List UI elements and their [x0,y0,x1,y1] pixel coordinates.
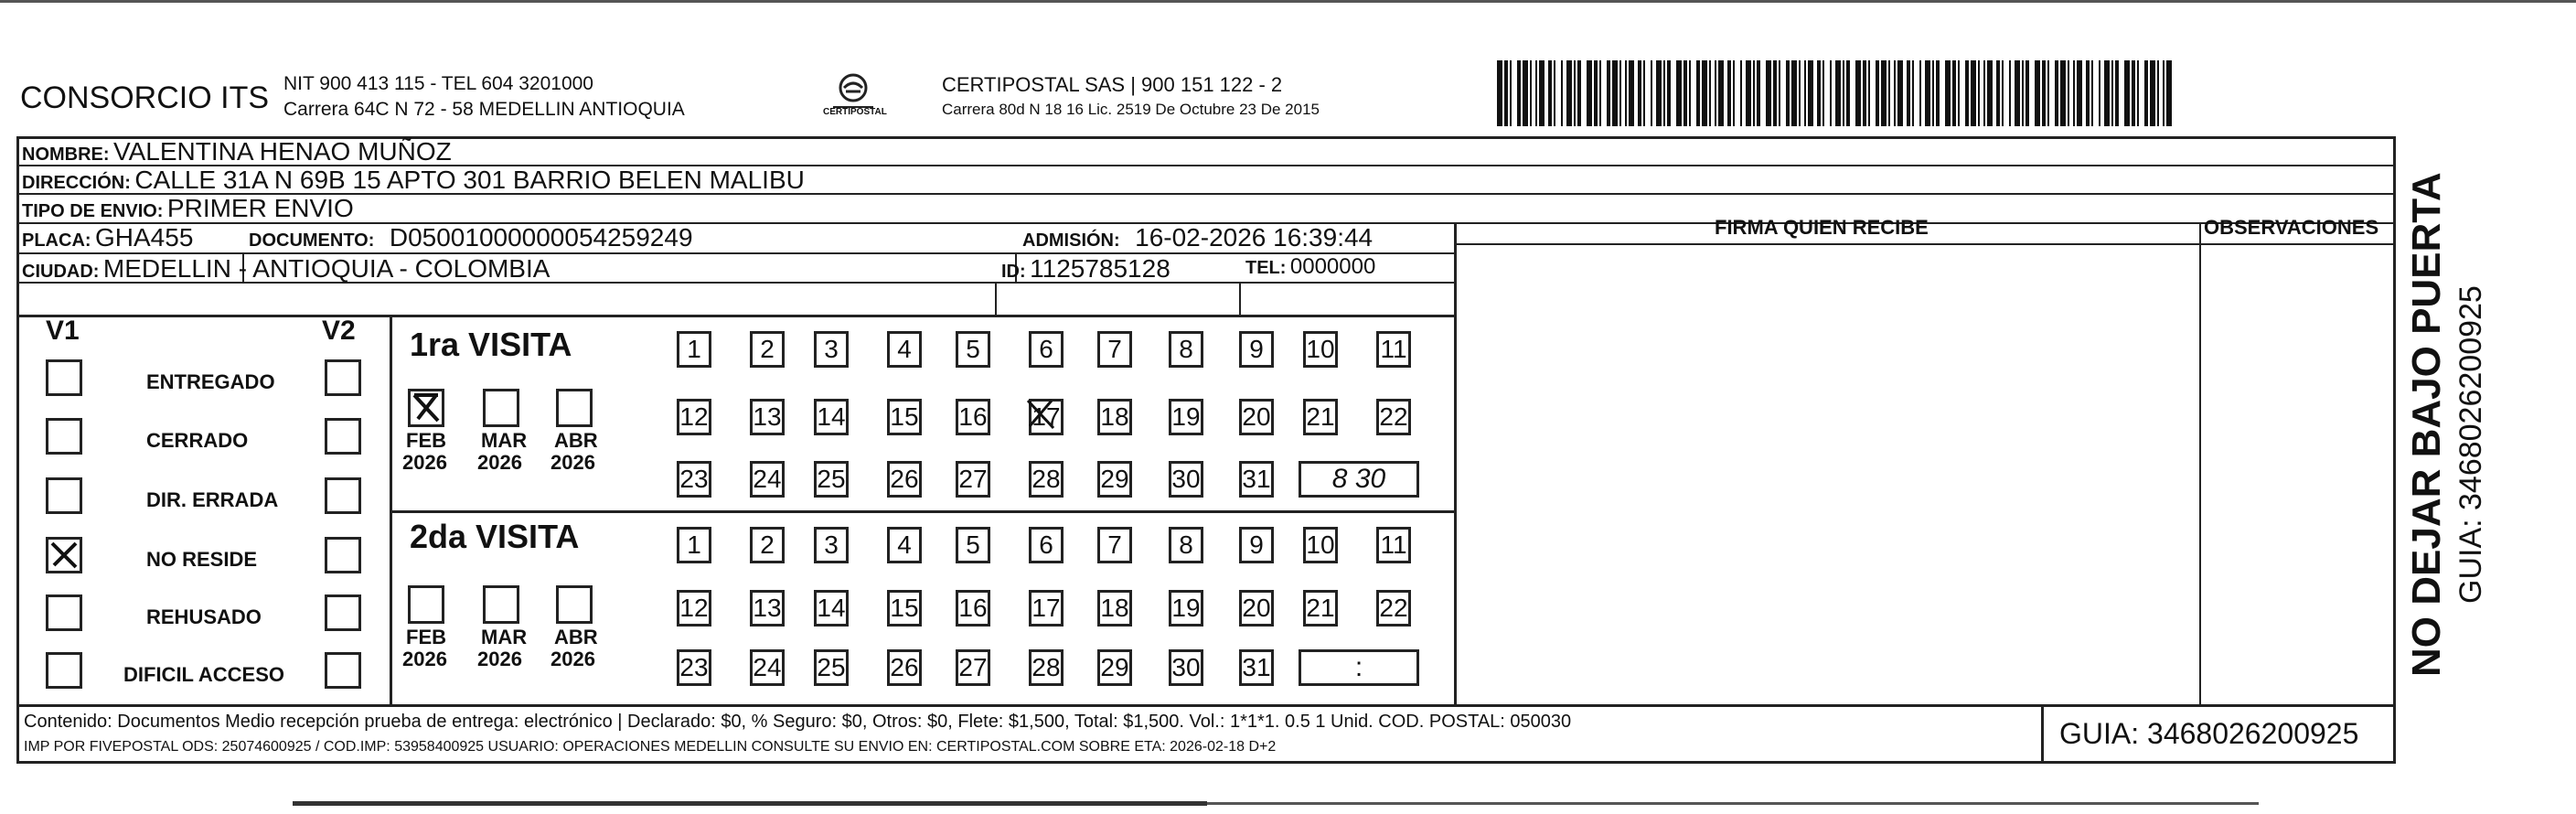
tel-field [1245,254,1375,280]
month-checkbox-mar[interactable] [483,585,519,624]
reason-label-6: DIFICIL ACCESO [123,663,285,686]
barcode-bar [1709,60,1711,126]
footer-content: Contenido: Documentos Medio recepción prueba de entrega: electrónico | Declarado: $0, % Seguro: $0, Otros: $0, Flete: $1,500, Total: $1,500. Vol.: 1*1*1. 0.5 1 Unid. COD. POSTAL: 050030 [24,712,1572,732]
barcode-bar [1523,60,1528,126]
v2-checkbox-1[interactable] [325,359,361,396]
barcode-bar [2026,60,2029,126]
first-visit-day-14[interactable]: 14 [814,399,849,435]
year-label: 2026 [477,648,522,670]
barcode-bar [1868,60,1870,126]
month-checkbox-feb[interactable] [408,585,444,624]
barcode-bar [1574,60,1576,126]
side-warning: NO DEJAR BAJO PUERTA [2404,172,2449,677]
year-label: 2026 [477,451,522,474]
barcode-bar [2104,60,2110,126]
first-visit-day-22[interactable]: 22 [1376,399,1411,435]
barcode-bar [1912,60,1914,126]
barcode-bar [2166,60,2172,126]
barcode-bar [1817,60,1821,126]
first-visit-day-21[interactable]: 21 [1303,399,1338,435]
barcode-bar [1894,60,1896,126]
id-label: ID: [1001,262,1026,282]
first-visit-day-19[interactable]: 19 [1169,399,1203,435]
id-value: 1125785128 [1030,254,1170,283]
carrier-name: CERTIPOSTAL SAS | 900 151 122 - 2 [942,73,1283,96]
first-visit-day-26[interactable]: 26 [887,461,922,498]
second-visit-day-18[interactable]: 18 [1097,590,1132,627]
id-field [1001,254,1170,284]
first-visit-day-31[interactable]: 31 [1239,461,1274,498]
barcode-bar [1689,60,1691,126]
second-visit-day-16[interactable]: 16 [956,590,990,627]
first-visit-day-12[interactable]: 12 [677,399,711,435]
month-label: FEB [406,626,446,648]
recipient-name-field [22,137,452,166]
scan-edge-top [0,0,2576,3]
second-visit-day-22[interactable]: 22 [1376,590,1411,627]
barcode-bar [1663,60,1665,126]
barcode-bar [2047,60,2049,126]
barcode-bar [1888,60,1890,126]
first-visit-day-10[interactable]: 10 [1303,331,1338,368]
barcode-bar [2015,60,2020,126]
admission-label: ADMISIÓN: [1022,230,1120,251]
barcode-bar [1667,60,1671,126]
barcode-bar [1599,60,1601,126]
barcode-bar [1696,60,1700,126]
barcode-bar [1919,60,1921,126]
barcode-bar [1530,60,1532,126]
barcode-bar [1952,60,1956,126]
reason-label-2: CERRADO [146,429,249,452]
address-label: DIRECCIÓN: [22,173,131,193]
logo-caption: CERTIPOSTAL [823,107,887,117]
barcode-bar [1718,60,1724,126]
barcode-bar [2068,60,2069,126]
barcode-bar [2157,60,2159,126]
v1-checkbox-2[interactable] [46,418,82,455]
second-visit-day-29[interactable]: 29 [1097,649,1132,686]
second-visit-day-9[interactable]: 9 [1239,527,1274,563]
barcode-bar [1987,60,1993,126]
plate-field [22,223,193,252]
address-field [22,166,805,195]
v1-checkbox-6[interactable] [46,652,82,689]
barcode-bar [1757,60,1760,126]
address-value: CALLE 31A N 69B 15 APTO 301 BARRIO BELEN MALIBU [134,166,805,194]
barcode-bar [1587,60,1592,126]
second-visit-day-24[interactable]: 24 [750,649,785,686]
first-visit-day-9[interactable]: 9 [1239,331,1274,368]
month-label: FEB [406,429,446,452]
second-visit-day-23[interactable]: 23 [677,649,711,686]
document-value: D05001000000054259249 [389,223,693,252]
barcode-bar [1517,60,1521,126]
v2-checkbox-5[interactable] [325,594,361,631]
barcode-bar [2144,60,2148,126]
barcode-bar [1958,60,1960,126]
barcode-bar [1978,60,1980,126]
reason-label-1: ENTREGADO [146,370,275,393]
second-visit-day-1[interactable]: 1 [677,527,711,563]
v2-header: V2 [322,316,356,346]
barcode-bar [1766,60,1771,126]
barcode-bar [2042,60,2046,126]
city-label: CIUDAD: [22,262,100,282]
recipient-name: VALENTINA HENAO MUÑOZ [113,137,452,166]
first-visit-day-29[interactable]: 29 [1097,461,1132,498]
side-guia: GUIA: 3468026200925 [2453,285,2488,604]
second-visit-day-25[interactable]: 25 [814,649,849,686]
first-visit-day-4[interactable]: 4 [887,331,922,368]
year-label: 2026 [550,451,595,474]
v1-checkbox-5[interactable] [46,594,82,631]
company-name: CONSORCIO ITS [20,80,270,115]
month-checkbox-abr[interactable] [556,389,593,427]
barcode-bar [1683,60,1687,126]
first-visit-day-17[interactable]: 17 [1029,399,1064,435]
month-checkbox-abr[interactable] [556,585,593,624]
barcode-bar [1607,60,1610,126]
month-label: ABR [554,626,598,648]
document-field [249,223,693,252]
barcode-bar [1651,60,1652,126]
barcode-bar [1643,60,1645,126]
shipment-type-label: TIPO DE ENVIO: [22,201,164,221]
second-visit-day-11[interactable]: 11 [1376,527,1411,563]
second-visit-day-21[interactable]: 21 [1303,590,1338,627]
second-visit-day-2[interactable]: 2 [750,527,785,563]
second-visit-day-12[interactable]: 12 [677,590,711,627]
first-visit-day-6[interactable]: 6 [1029,331,1064,368]
scan-edge-bottom [293,801,1207,806]
barcode-bar [1676,60,1682,126]
v1-checkbox-4[interactable] [46,537,82,573]
barcode-bar [2132,60,2135,126]
plate-value: GHA455 [95,223,194,252]
reason-label-3: DIR. ERRADA [146,488,279,511]
tel-label: TEL: [1245,258,1287,278]
barcode-bar [1996,60,2000,126]
barcode-bar [1561,60,1563,126]
first-visit-day-16[interactable]: 16 [956,399,990,435]
barcode-bar [1746,60,1751,126]
v1-header: V1 [46,316,80,346]
company-address: Carrera 64C N 72 - 58 MEDELLIN ANTIOQUIA [283,99,685,120]
first-visit-day-7[interactable]: 7 [1097,331,1132,368]
barcode-bar [2022,60,2024,126]
barcode-bar [1779,60,1780,126]
footer-print-info: IMP POR FIVEPOSTAL ODS: 25074600925 / COD.IMP: 53958400925 USUARIO: OPERACIONES MEDELLIN CONSULTE SU ENVIO EN: CERTIPOSTAL.COM SOBRE ETA: 2026-02-18 D+2 [24,739,1277,755]
barcode-bar [2055,60,2058,126]
barcode-bar [1925,60,1930,126]
second-visit-day-27[interactable]: 27 [956,649,990,686]
v2-checkbox-2[interactable] [325,418,361,455]
barcode-bar [1612,60,1618,126]
barcode-bar [1799,60,1801,126]
barcode-bar [1804,60,1806,126]
reason-label-4: NO RESIDE [146,548,258,571]
barcode-bar [2099,60,2100,126]
shipment-type-field [22,194,354,223]
company-nit: NIT 900 413 115 - TEL 604 3201000 [283,73,593,94]
first-visit-day-23[interactable]: 23 [677,461,711,498]
barcode-bar [1773,60,1777,126]
barcode-bar [1808,60,1813,126]
barcode [1495,60,2176,126]
barcode-bar [1733,60,1735,126]
second-visit-day-4[interactable]: 4 [887,527,922,563]
first-visit-day-1[interactable]: 1 [677,331,711,368]
second-visit-day-30[interactable]: 30 [1169,649,1203,686]
signature-header: FIRMA QUIEN RECIBE [1715,216,1929,239]
month-label: ABR [554,429,598,452]
first-visit-title: 1ra VISITA [410,326,572,363]
admission-field [1022,223,1373,252]
barcode-bar [1786,60,1790,126]
second-visit-day-3[interactable]: 3 [814,527,849,563]
second-visit-day-7[interactable]: 7 [1097,527,1132,563]
barcode-bar [1504,60,1508,126]
v1-checkbox-3[interactable] [46,477,82,514]
second-visit-title: 2da VISITA [410,518,580,555]
second-visit-day-15[interactable]: 15 [887,590,922,627]
first-visit-day-27[interactable]: 27 [956,461,990,498]
barcode-bar [2115,60,2119,126]
first-visit-day-15[interactable]: 15 [887,399,922,435]
second-visit-day-31[interactable]: 31 [1239,649,1274,686]
barcode-bar [2111,60,2113,126]
city-value: MEDELLIN - ANTIOQUIA - COLOMBIA [102,254,550,283]
shipment-type-value: PRIMER ENVIO [166,194,354,222]
barcode-bar [1907,60,1910,126]
barcode-bar [2091,60,2093,126]
reason-label-5: REHUSADO [146,605,262,628]
first-visit-day-30[interactable]: 30 [1169,461,1203,498]
second-visit-day-19[interactable]: 19 [1169,590,1203,627]
barcode-bar [1753,60,1755,126]
carrier-address: Carrera 80d N 18 16 Lic. 2519 De Octubre 23 De 2015 [942,101,1320,118]
barcode-bar [1548,60,1552,126]
barcode-bar [1727,60,1731,126]
second-visit-day-20[interactable]: 20 [1239,590,1274,627]
footer-guia: GUIA: 3468026200925 [2059,717,2359,750]
month-checkbox-feb[interactable] [408,389,444,427]
second-visit-day-5[interactable]: 5 [956,527,990,563]
barcode-bar [2163,60,2164,126]
barcode-bar [1625,60,1627,126]
v2-checkbox-4[interactable] [325,537,361,573]
barcode-bar [1740,60,1742,126]
barcode-bar [2060,60,2066,126]
v2-checkbox-6[interactable] [325,652,361,689]
barcode-bar [1566,60,1572,126]
plate-label: PLACA: [22,230,91,251]
barcode-bar [1497,60,1502,126]
first-visit-day-11[interactable]: 11 [1376,331,1411,368]
barcode-bar [1876,60,1879,126]
barcode-bar [1855,60,1861,126]
barcode-bar [1932,60,1934,126]
barcode-bar [2073,60,2075,126]
observations-header: OBSERVACIONES [2204,216,2379,239]
year-label: 2026 [550,648,595,670]
barcode-bar [2124,60,2130,126]
barcode-bar [1702,60,1707,126]
second-visit-day-13[interactable]: 13 [750,590,785,627]
second-visit-day-28[interactable]: 28 [1029,649,1064,686]
barcode-bar [1897,60,1903,126]
second-visit-day-26[interactable]: 26 [887,649,922,686]
barcode-bar [1715,60,1716,126]
month-checkbox-mar[interactable] [483,389,519,427]
barcode-bar [1846,60,1850,126]
v2-checkbox-3[interactable] [325,477,361,514]
first-visit-day-8[interactable]: 8 [1169,331,1203,368]
first-visit-day-5[interactable]: 5 [956,331,990,368]
first-visit-day-24[interactable]: 24 [750,461,785,498]
admission-value: 16-02-2026 16:39:44 [1135,223,1374,252]
year-label: 2026 [402,451,447,474]
barcode-bar [1936,60,1940,126]
month-label: MAR [481,429,528,452]
barcode-bar [1830,60,1832,126]
first-visit-day-20[interactable]: 20 [1239,399,1274,435]
barcode-bar [2150,60,2155,126]
barcode-bar [1835,60,1841,126]
barcode-bar [2035,60,2040,126]
barcode-bar [1822,60,1824,126]
first-visit-time-box[interactable]: 8 30 [1299,461,1419,498]
second-visit-time-box[interactable]: : [1299,649,1419,686]
first-visit-day-28[interactable]: 28 [1029,461,1064,498]
barcode-bar [1971,60,1976,126]
barcode-bar [1945,60,1951,126]
barcode-bar [1638,60,1641,126]
barcode-bar [1881,60,1887,126]
tel-value: 0000000 [1289,254,1376,279]
barcode-bar [2086,60,2090,126]
first-visit-day-25[interactable]: 25 [814,461,849,498]
barcode-bar [1863,60,1866,126]
second-visit-day-10[interactable]: 10 [1303,527,1338,563]
barcode-bar [2137,60,2139,126]
barcode-bar [2002,60,2004,126]
barcode-bar [1629,60,1634,126]
second-visit-day-8[interactable]: 8 [1169,527,1203,563]
month-label: MAR [481,626,528,648]
barcode-bar [1510,60,1512,126]
barcode-bar [1983,60,1985,126]
document-label: DOCUMENTO: [249,230,375,251]
barcode-bar [1554,60,1555,126]
year-label: 2026 [402,648,447,670]
barcode-bar [1965,60,1969,126]
second-visit-day-6[interactable]: 6 [1029,527,1064,563]
city-field [22,254,550,284]
barcode-bar [2077,60,2082,126]
second-visit-day-17[interactable]: 17 [1029,590,1064,627]
second-visit-day-14[interactable]: 14 [814,590,849,627]
barcode-bar [1594,60,1598,126]
barcode-bar [1843,60,1844,126]
v1-checkbox-1[interactable] [46,359,82,396]
first-visit-day-18[interactable]: 18 [1097,399,1132,435]
barcode-bar [2009,60,2011,126]
first-visit-day-2[interactable]: 2 [750,331,785,368]
barcode-bar [1656,60,1662,126]
barcode-bar [1539,60,1545,126]
recipient-name-label: NOMBRE: [22,145,110,165]
barcode-bar [1791,60,1797,126]
first-visit-day-13[interactable]: 13 [750,399,785,435]
first-visit-day-3[interactable]: 3 [814,331,849,368]
barcode-bar [1619,60,1621,126]
barcode-bar [1535,60,1537,126]
barcode-bar [1577,60,1581,126]
